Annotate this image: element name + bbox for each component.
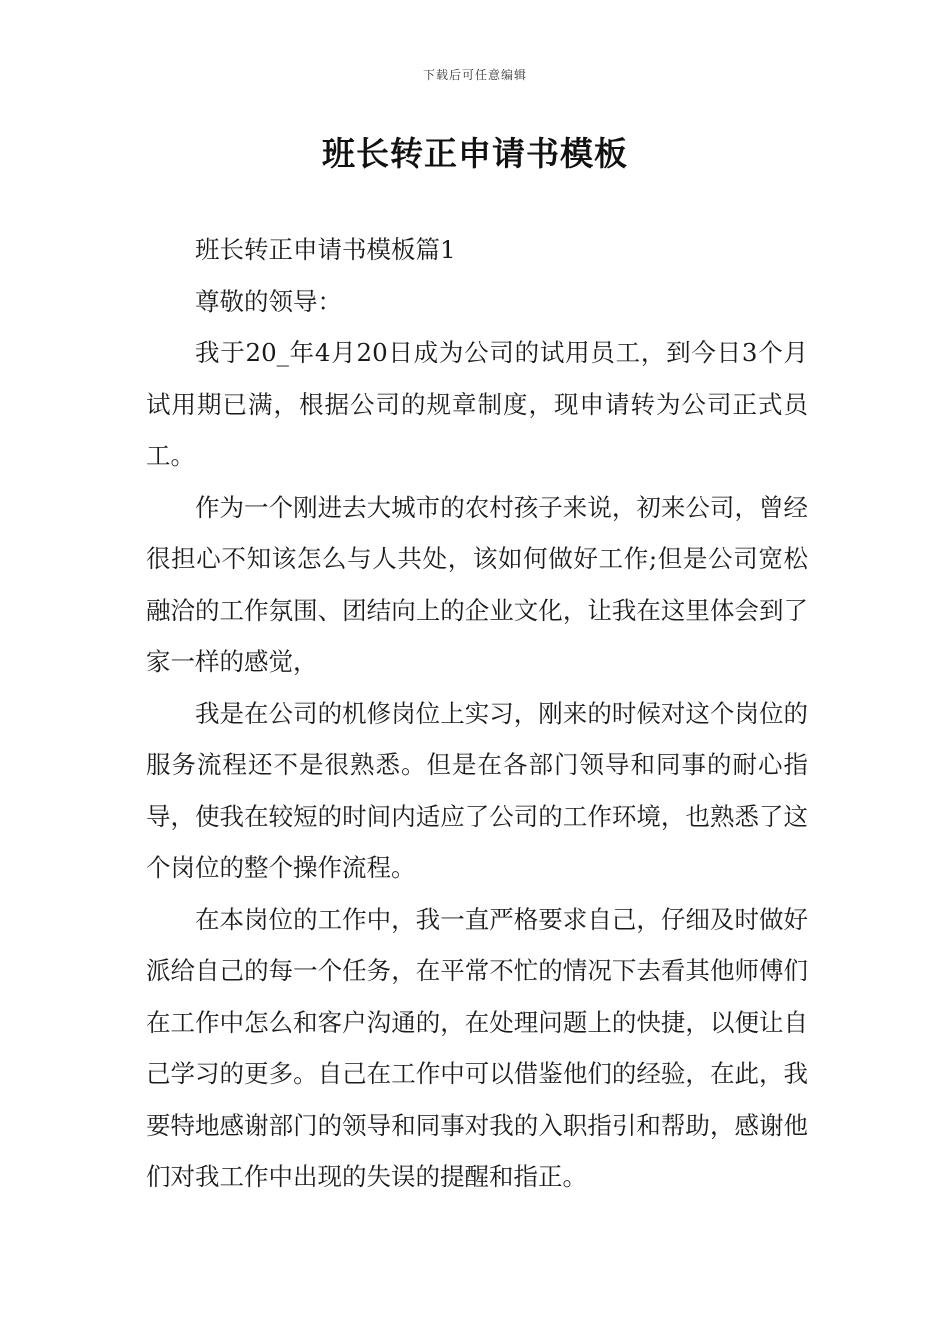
document-body — [146, 224, 808, 1203]
salutation: 尊敬的领导： — [195, 286, 342, 316]
header-note: 下载后可任意编辑 — [422, 68, 527, 82]
paragraph: 我是在公司的机修岗位上实习，刚来的时候对这个岗位的服务流程还不是很熟悉。但是在各部门领导和同事的耐心指导，使我在较短的时间内适应了公司的工作环境，也熟悉了这个岗位的整个操作流程。 — [146, 698, 808, 882]
paragraph: 在本岗位的工作中，我一直严格要求自己，仔细及时做好派给自己的每一个任务，在平常不忙的情况下去看其他师傅们在工作中怎么和客户沟通的，在处理问题上的快捷，以便让自己学习的更多。自己在工作中可以借鉴他们的经验，在此，我要特地感谢部门的领导和同事对我的入职指引和帮助，感谢他们对我工作中出现的失误的提醒和指正。 — [146, 904, 808, 1191]
paragraph: 我于20_年4月20日成为公司的试用员工，到今日3个月试用期已满，根据公司的规章制度，现申请转为公司正式员工。 — [146, 338, 808, 470]
paragraph: 作为一个刚进去大城市的农村孩子来说，初来公司，曾经很担心不知该怎么与人共处，该如何做好工作;但是公司宽松融洽的工作氛围、团结向上的企业文化，让我在这里体会到了家一样的感觉， — [146, 492, 808, 676]
section-heading: 班长转正申请书模板篇1 — [195, 235, 456, 264]
document-title: 班长转正申请书模板 — [322, 134, 628, 173]
